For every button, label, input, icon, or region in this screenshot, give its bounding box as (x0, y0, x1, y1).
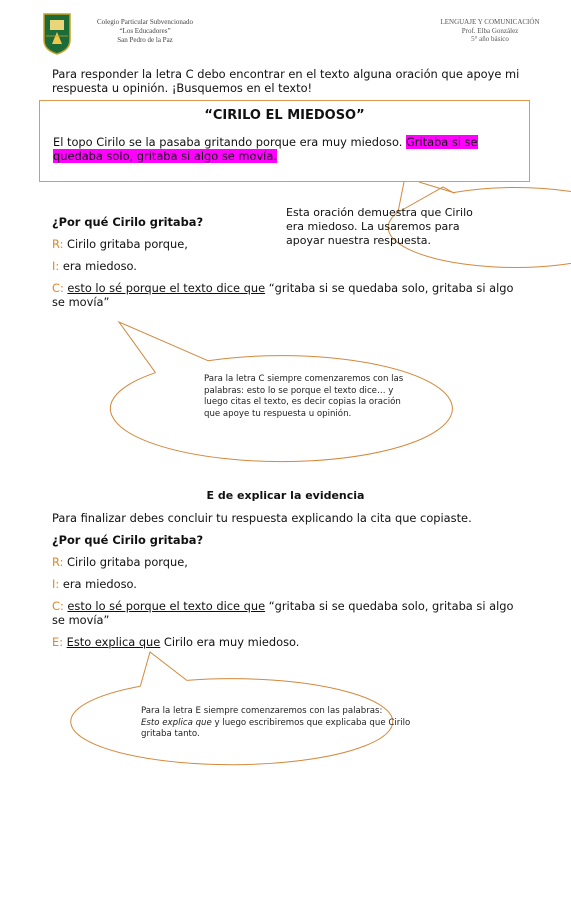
bubble-3-italic: Esto explica que (141, 717, 212, 728)
e-label: E: (52, 635, 64, 649)
e-text: Cirilo era muy miedoso. (160, 635, 300, 649)
answer-i-2 (52, 577, 137, 591)
answer-c-1 (52, 281, 522, 309)
intro-paragraph: Para responder la letra C debo encontrar en el texto alguna oración que apoye mi respuesta u opinión. ¡Busquemos en el texto! (52, 67, 520, 95)
bubble-1-text: Esta oración demuestra que Cirilo era miedoso. La usaremos para apoyar nuestra respuesta. (286, 206, 473, 247)
subject-header (420, 18, 560, 44)
c-underlined: esto lo sé porque el texto dice que (67, 281, 266, 295)
question-1: ¿Por qué Cirilo gritaba? (52, 215, 204, 229)
school-nickname: “Los Educadores” (119, 27, 171, 35)
c-label: C: (52, 599, 64, 613)
i-label: I: (52, 577, 60, 591)
c-label: C: (52, 281, 64, 295)
story-text (53, 135, 518, 163)
c-quote: “gritaba si se quedaba solo, gritaba si algo se movía” (52, 599, 514, 627)
school-name: Colegio Particular Subvencionado (96, 18, 194, 26)
grade-label: 5° año básico (471, 35, 509, 43)
r-label: R: (52, 555, 64, 569)
answer-i-1 (52, 259, 137, 273)
bubble-2-text: Para la letra C siempre comenzaremos con las palabras: esto lo se porque el texto dice… y luego citas el texto, es decir copias la oración que apoye tu respuesta u opinión. (204, 374, 404, 419)
bubble-3-rest: y luego escribiremos que explicaba que Cirilo gritaba tanto. (141, 717, 411, 739)
school-city: San Pedro de la Paz (117, 36, 173, 44)
answer-r-1 (52, 237, 188, 251)
bubble-3-text (141, 706, 411, 741)
school-header (70, 18, 220, 45)
i-label: I: (52, 259, 60, 273)
r-label: R: (52, 237, 64, 251)
teacher-name: Prof. Elba González (461, 26, 519, 35)
c-underlined: esto lo sé porque el texto dice que (67, 599, 266, 613)
question-2: ¿Por qué Cirilo gritaba? (52, 533, 204, 547)
answer-e-2 (52, 635, 299, 649)
story-title: “CIRILO EL MIEDOSO” (204, 108, 365, 123)
c-quote: “gritaba si se quedaba solo, gritaba si algo se movía” (52, 281, 514, 309)
e-underlined: Esto explica que (66, 635, 161, 649)
i-text: era miedoso. (59, 577, 137, 591)
r-text: Cirilo gritaba porque, (63, 555, 188, 569)
school-logo-icon (44, 14, 70, 54)
story-text-plain: El topo Cirilo se la pasaba gritando porque era muy miedoso. (53, 135, 406, 149)
answer-c-2 (52, 599, 522, 627)
section-2-heading: E de explicar la evidencia (206, 489, 365, 502)
i-text: era miedoso. (59, 259, 137, 273)
r-text: Cirilo gritaba porque, (63, 237, 188, 251)
bubble-3-line1: Para la letra E siempre comenzaremos con las palabras: (141, 706, 383, 716)
story-text-highlight: Gritaba si se quedaba solo, gritaba si algo se movía. (53, 135, 478, 163)
section-2-intro: Para finalizar debes concluir tu respuesta explicando la cita que copiaste. (52, 511, 472, 525)
answer-r-2 (52, 555, 188, 569)
subject-name: LENGUAJE Y COMUNICACIÓN (440, 18, 540, 26)
